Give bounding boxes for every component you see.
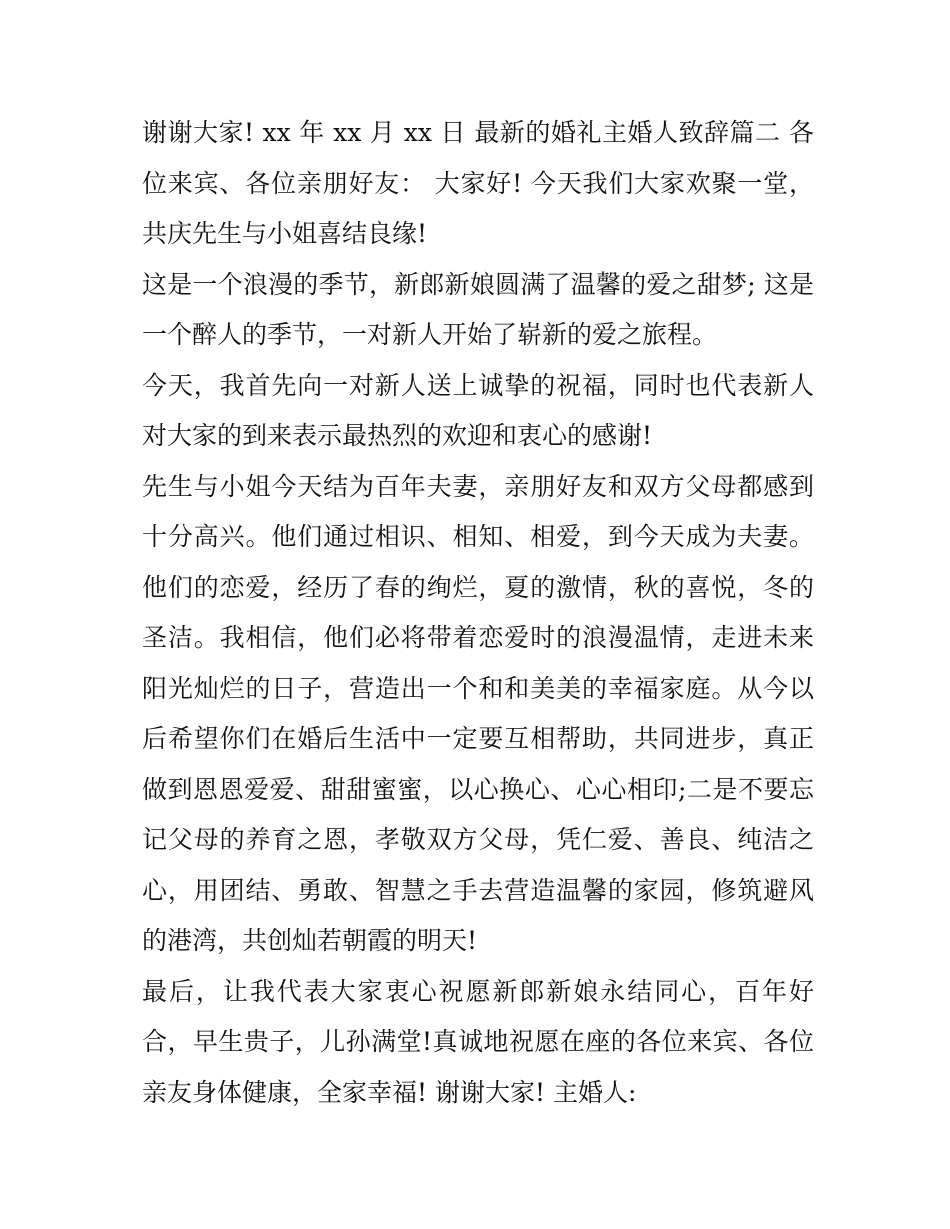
paragraph-2: 这是一个浪漫的季节，新郎新娘圆满了温馨的爱之甜梦; 这是一个醉人的季节，一对新人开始了崭新的爱之旅程。 <box>142 269 814 349</box>
paragraph-1: 谢谢大家! xx 年 xx 月 xx 日 最新的婚礼主婚人致辞篇二 各位来宾、各位亲朋好友： 大家好! 今天我们大家欢聚一堂，共庆先生与小姐喜结良缘! <box>142 118 814 248</box>
document-body <box>142 108 814 1118</box>
paragraph-4: 先生与小姐今天结为百年夫妻，亲朋好友和双方父母都感到十分高兴。他们通过相识、相知、相爱，到今天成为夫妻。他们的恋爱，经历了春的绚烂，夏的激情，秋的喜悦，冬的圣洁。我相信，他们必将带着恋爱时的浪漫温情，走进未来阳光灿烂的日子，营造出一个和和美美的幸福家庭。从今以后希望你们在婚后生活中一定要互相帮助，共同进步，真正做到恩恩爱爱、甜甜蜜蜜，以心换心、心心相印;二是不要忘记父母的养育之恩，孝敬双方父母，凭仁爱、善良、纯洁之心，用团结、勇敢、智慧之手去营造温馨的家园，修筑避风的港湾，共创灿若朝霞的明天! <box>142 471 814 955</box>
paragraph-5: 最后，让我代表大家衷心祝愿新郎新娘永结同心，百年好合，早生贵子，儿孙满堂!真诚地祝愿在座的各位来宾、各位亲友身体健康，全家幸福! 谢谢大家! 主婚人: <box>142 976 814 1107</box>
paragraph-3: 今天，我首先向一对新人送上诚挚的祝福，同时也代表新人对大家的到来表示最热烈的欢迎和衷心的感谢! <box>142 370 814 450</box>
